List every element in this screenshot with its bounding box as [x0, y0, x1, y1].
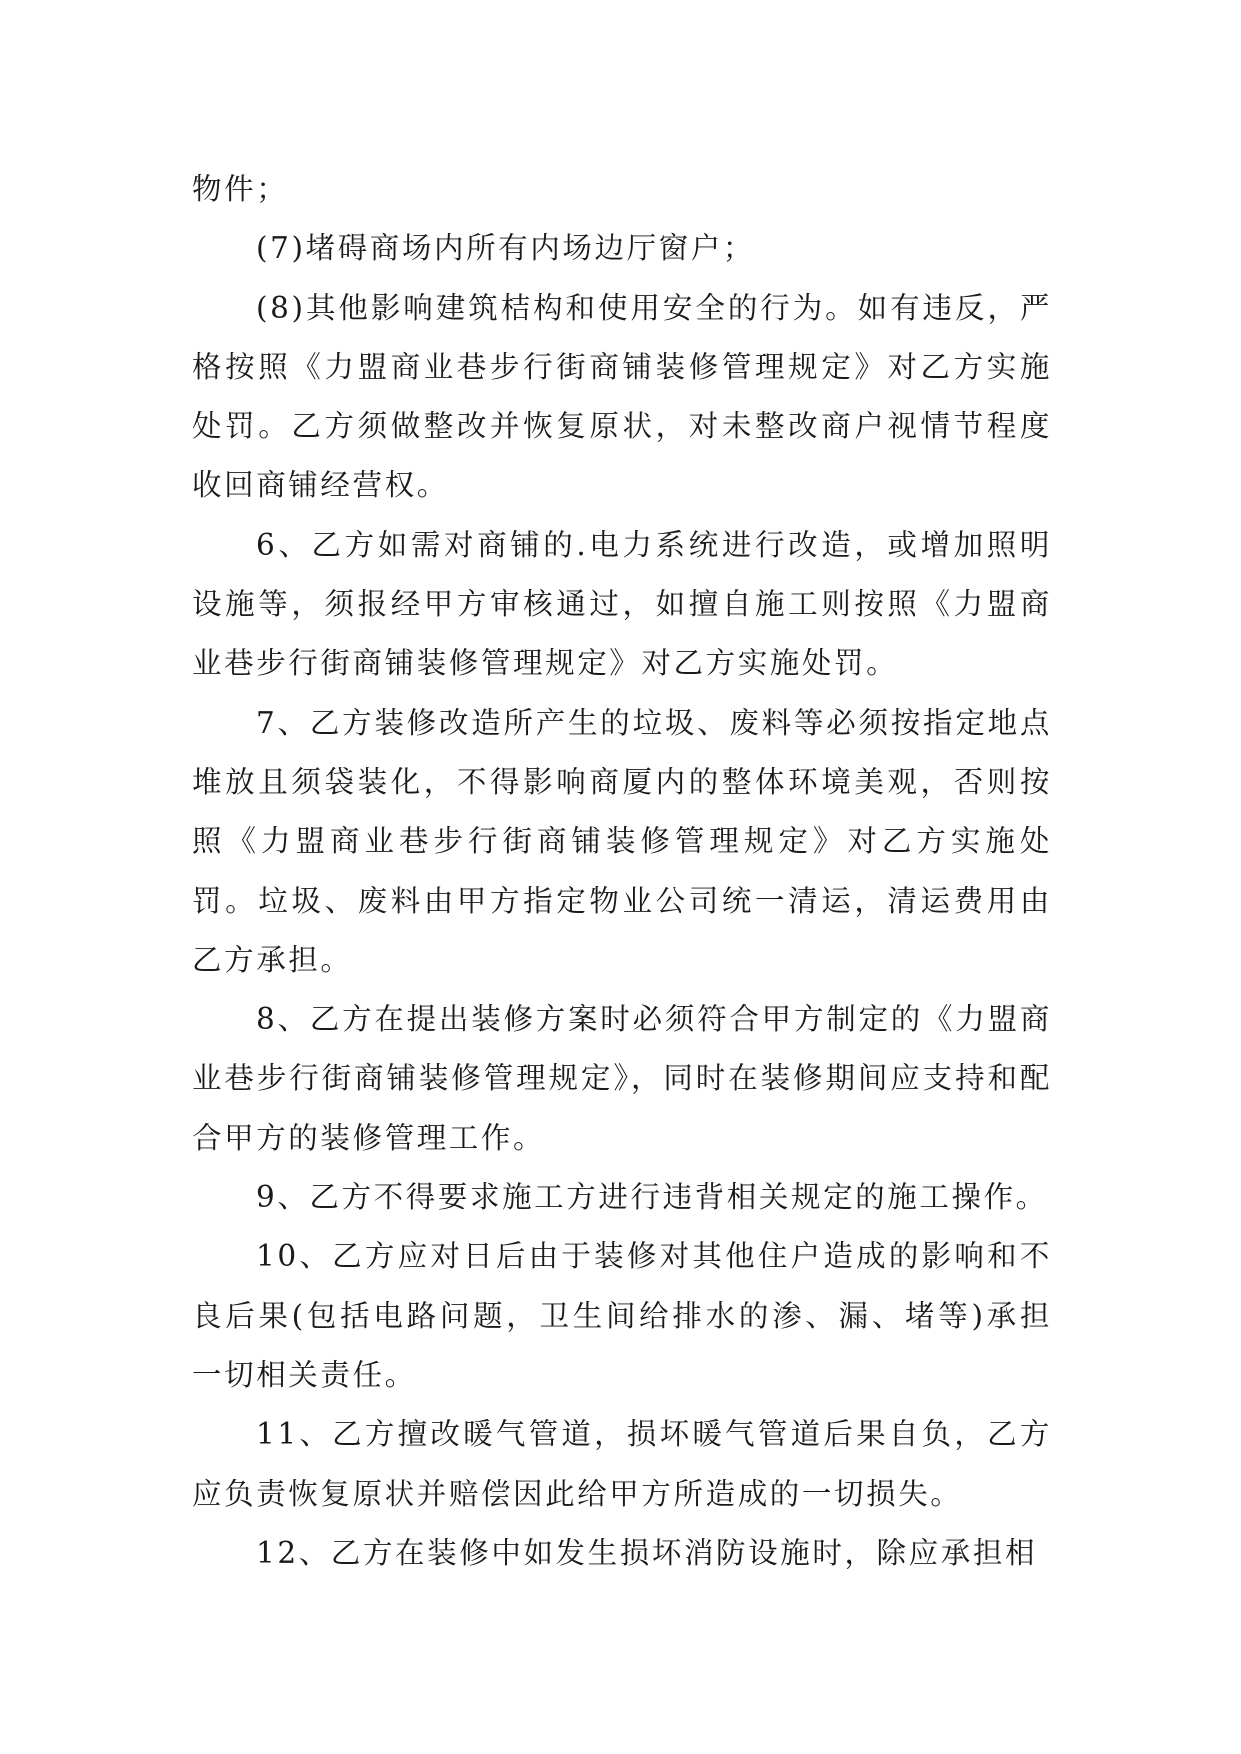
- paragraph-item-8: (8)其他影响建筑桔构和使用安全的行为。如有违反，严格按照《力盟商业巷步行街商铺装修管理规定》对乙方实施处罚。乙方须做整改并恢复原状，对未整改商户视情节程度收回商铺经营权。: [192, 290, 1052, 503]
- document-body: [192, 160, 1052, 1583]
- paragraph-clause-9: 9、乙方不得要求施工方进行违背相关规定的施工操作。: [256, 1180, 1048, 1215]
- paragraph-clause-11: 11、乙方擅改暖气管道，损坏暖气管道后果自负，乙方应负责恢复原状并赔偿因此给甲方所造成的一切损失。: [192, 1417, 1052, 1511]
- paragraph-item-7: (7)堵碍商场内所有内场边厅窗户；: [256, 231, 755, 266]
- paragraph-clause-7: 7、乙方装修改造所产生的垃圾、废料等必须按指定地点堆放且须袋装化，不得影响商厦内的整体环境美观，否则按照《力盟商业巷步行街商铺装修管理规定》对乙方实施处罚。垃圾、废料由甲方指定物业公司统一清运，清运费用由乙方承担。: [192, 705, 1052, 977]
- paragraph-clause-8: 8、乙方在提出装修方案时必须符合甲方制定的《力盟商业巷步行街商铺装修管理规定》，同时在装修期间应支持和配合甲方的装修管理工作。: [192, 1002, 1052, 1155]
- paragraph-clause-10: 10、乙方应对日后由于装修对其他住户造成的影响和不良后果(包括电路问题，卫生间给排水的渗、漏、堵等)承担一切相关责任。: [192, 1239, 1052, 1392]
- paragraph-clause-6: 6、乙方如需对商铺的.电力系统进行改造，或增加照明设施等，须报经甲方审核通过，如擅自施工则按照《力盟商业巷步行街商铺装修管理规定》对乙方实施处罚。: [192, 527, 1052, 681]
- paragraph-continuation: 物件；: [192, 172, 289, 206]
- paragraph-clause-12: 12、乙方在装修中如发生损坏消防设施时，除应承担相: [256, 1535, 1038, 1570]
